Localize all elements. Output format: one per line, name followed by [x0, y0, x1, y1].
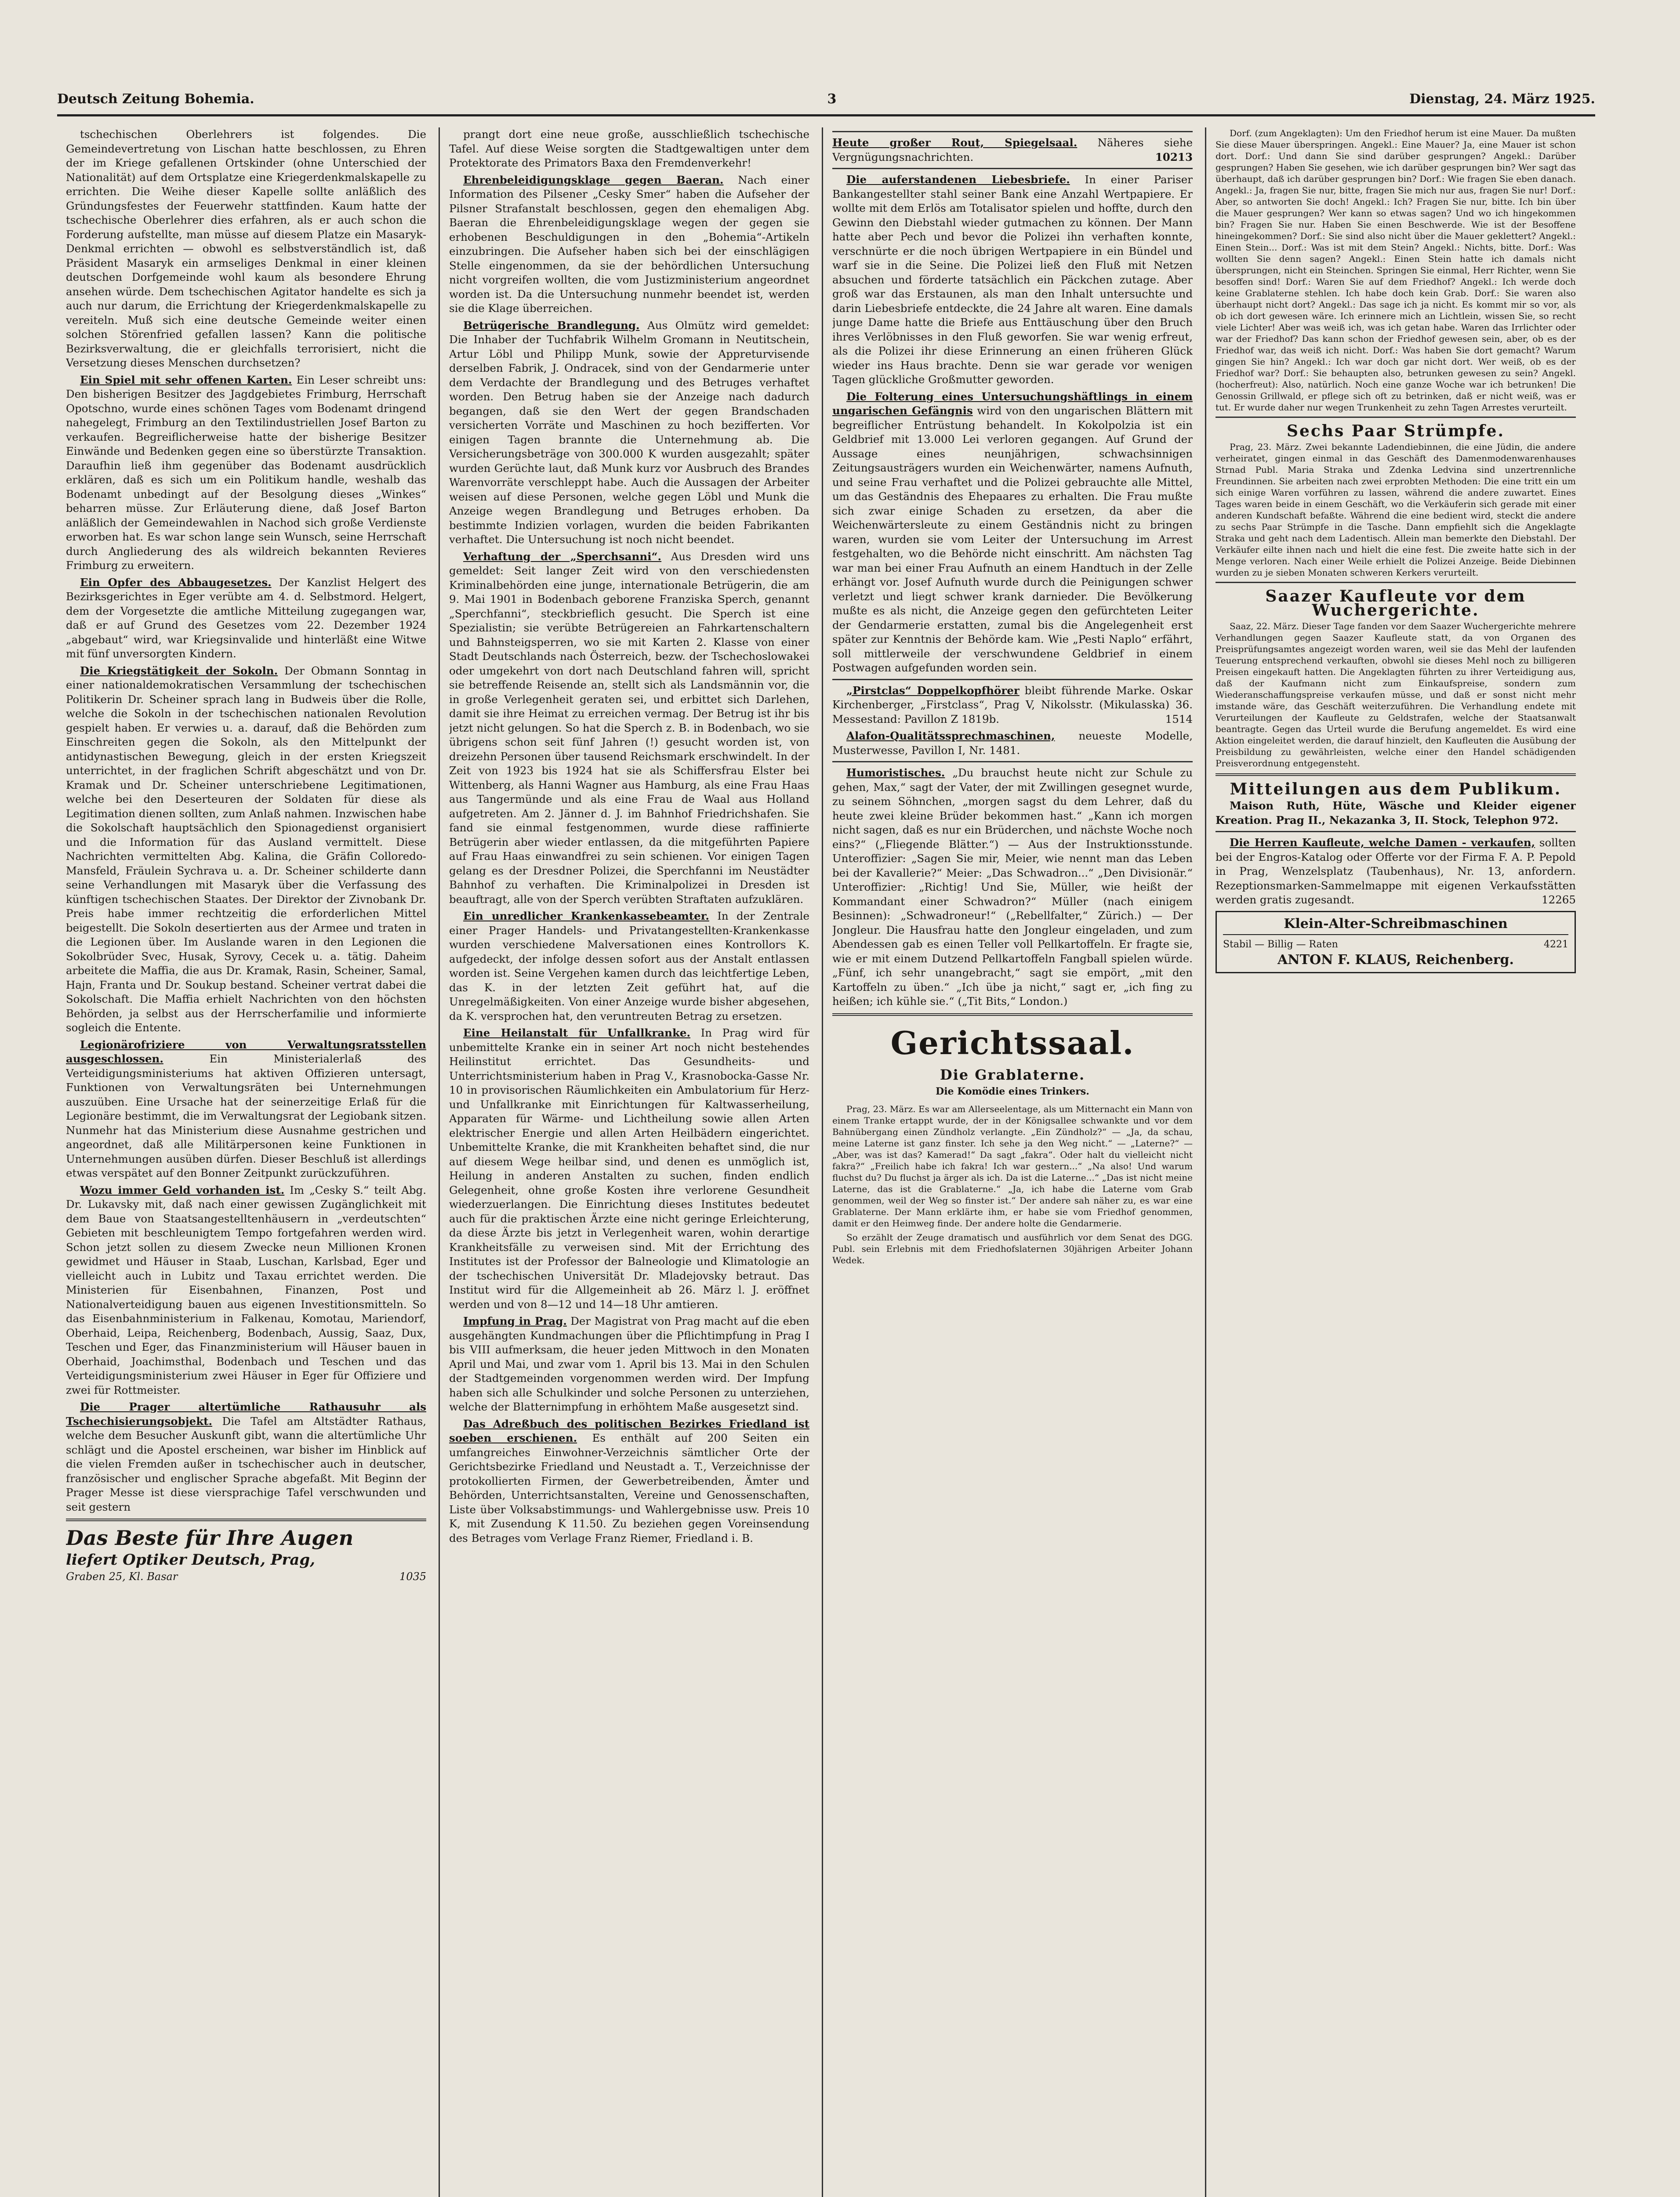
advertisement [832, 684, 1193, 727]
article [66, 1038, 426, 1181]
divider [1216, 417, 1576, 418]
section-heading: Mitteilungen aus dem Publikum. [1230, 779, 1562, 798]
article-title: Die Prager altertümliche Rathausuhr als Tschechisierungsobjekt. [66, 1400, 426, 1428]
ad-address: Graben 25, Kl. Basar [66, 1570, 178, 1583]
article-text: So erzählt der Zeuge dramatisch und ausführlich vor dem Senat des DGG. Publ. sein Erlebnis mit dem Friedhofslaternen 30jährigen Arbeiter Johann Wedek. [832, 1232, 1193, 1265]
article-text: „Du brauchst heute nicht zur Schule zu gehen, Max,“ sagt der Vater, der mit Zwillingen gesegnet wurde, zu seinem Söhnchen, „morgen sagst du dem Lehrer, daß du heute zwei kleine Brüder bekommen hast.“ „Kann ich morgen nicht sagen, daß es nur ein Brüderchen, und nächste Woche noch eins?“ („Fliegende Blätter.“) — Aus der Instruktionsstunde. Unteroffizier: „Sagen Sie mir, Meier, wie nennt man das Leben bei der Kavallerie?“ Meier: „Das Schwadron...“ „Den Divisionär.“ Unteroffizier: „Richtig! Und Sie, Müller, wie heißt der Kommandant einer Schwadron?“ Müller (nach einigem Besinnen): „Schwadroneur!“ („Rebellfalter,“ Zürich.) — Der Jongleur. Die Hausfrau hatte den Jongleur eingeladen, und zum Abendessen gab es einen Teller voll Pellkartoffeln. Er fragte sie, wie er mit einem Dutzend Pellkartoffeln Fangball spielen würde. „Fünf, ich sehr unangebracht,“ sagt sie empört, „mit den Kartoffeln zu üben.“ „Ich übe ja nicht,“ sagt er, „ich fing zu heißen; ich kühle sie.“ („Tit Bits,“ London.) [832, 766, 1193, 1008]
divider [832, 761, 1193, 762]
article-text: Der Magistrat von Prag macht auf die eben ausgehängten Kundmachungen über die Pflichtimpfung in Prag I bis VIII aufmerksam, die heuer jeden Mittwoch in den Monaten April und Mai, und zwar vom 1. April bis 13. Mai in den Schulen der Stadtgemeinden vorgenommen werden wird. Der Impfung haben sich alle Schulkinder und solche Personen zu unterziehen, welche der Blatternimpfung in erhöhtem Maße ausgesetzt sind. [449, 1315, 809, 1413]
notice-title: Die Herren Kaufleute, welche Damen - verkaufen, [1230, 836, 1535, 849]
article-text: Prag, 23. März. Zwei bekannte Ladendiebinnen, die eine Jüdin, die andere verheiratet, gingen einmal in das Geschäft des Damenmodenwarenhauses Strnad Publ. Maria Straka und Zdenka Ledvina sind unzertrennliche Freundinnen. Sie arbeiten nach zwei erprobten Methoden: Die eine tritt ein um sich einige Waren vorführen zu lassen, während die andere zuwartet. Eines Tages waren beide in einem Geschäft, wo die Verkäuferin sich gerade mit einer anderen Kundschaft befaßte. Während die eine bedient wird, steckt die andere zu sechs Paar Strümpfe in die Tasche. Dann empfiehlt sich die Angeklagte Straka und geht nach dem Ladentisch. Allein man bemerkte den Diebstahl. Der Verkäufer eilte ihnen nach und hielt die eine fest. Die zweite hatte sich in der Menge verloren. Nach einer Weile erhielt die Polizei Anzeige. Beide Diebinnen wurden zu je sieben Monaten schweren Kerkers verurteilt. [1216, 441, 1576, 578]
article [66, 576, 426, 661]
article [449, 1417, 809, 1546]
divider [832, 168, 1193, 169]
article-title: Humoristisches. [846, 766, 945, 779]
section-heading: Gerichtssaal. [890, 1024, 1135, 1062]
column-2 [449, 127, 809, 2197]
ad-text: neueste Modelle, Musterwesse, Pavillon I, Nr. 1481. [832, 729, 1193, 757]
article-subheading: Die Komödie eines Trinkers. [936, 1086, 1089, 1097]
article-text: Nach einer Information des Pilsener „Cesky Smer“ haben die Aufseher der Pilsner Strafanstalt beschlossen, gegen den ehemaligen Abg. Baeran die Ehrenbeleidigungsklage wegen der gegen sie erhobenen Beschuldigungen in den „Bohemia“-Artikeln einzubringen. Die Aufseher haben sich bei der einschlägigen Stelle eingenommen, da sie der behördlichen Untersuchung nicht vorgreifen wollten, die vom Justizministerium angeordnet worden ist. Da die Untersuchung nunmehr beendet ist, werden sie die Klage überreichen. [449, 173, 809, 315]
page-number: 3 [827, 91, 837, 107]
column-rule [439, 127, 440, 2197]
article [449, 909, 809, 1023]
article-title: Ein Spiel mit sehr offenen Karten. [80, 373, 292, 386]
article [449, 1026, 809, 1312]
ad-text: bleibt führende Marke. Oskar Kirchenberger, „Firstclass“, Prag V, Nikolsstr. (Mikulasska) 36. Messestand: Pavillon Z 1819b. [832, 684, 1193, 725]
article-title: Verhaftung der „Sperchsanni“. [463, 550, 662, 563]
masthead-title: Deutsch Zeitung Bohemia. [57, 91, 254, 107]
divider [832, 1013, 1193, 1016]
article-title: Betrügerische Brandlegung. [463, 319, 640, 332]
ad-line: liefert Optiker Deutsch, Prag, [66, 1551, 316, 1569]
article-title: Die auferstandenen Liebesbriefe. [846, 173, 1070, 186]
column-3 [832, 127, 1193, 2197]
ad-line: Stabil — Billig — Raten [1223, 939, 1338, 950]
article-text: In der Zentrale einer Prager Handels- und Privatangestellten-Krankenkasse wurden verschiedene Malversationen eines Kontrollors K. aufgedeckt, der infolge dessen sofort aus der Anstalt entlassen worden ist. Seine Vergehen kamen durch das leichtfertige Leben, das K. in der letzten Zeit geführt hat, auf die Unregelmäßigkeiten. Von einer Anzeige wurde bisher abgesehen, da K. versprochen hat, den veruntreuten Betrag zu ersetzen. [449, 910, 809, 1022]
article-text: wird von den ungarischen Blättern mit begreiflicher Entrüstung behandelt. In Kokolpolzia ist ein Geldbrief mit 13.000 Lei verloren gegangen. Auf Grund der Aussage eines neunjährigen, schwachsinnigen Zeitungsausträgers wurden ein Weichenwärter, namens Aufnuth, und seine Frau verhaftet und die Polizei gebrauchte alle Mittel, um das Geständnis des Ehepaares zu erhalten. Die Frau mußte sich zwar einige Schaden zu ersetzen, da aber die Weichenwärtersleute zu einem Geständnis nicht zu bringen waren, wurden sie vom Leiter der Untersuchung im Arrest festgehalten, wo die Behörde nicht einschritt. Am nächsten Tag war man bei einer Frau Aufnuth an einem Handtuch in der Zelle erhängt vor. Josef Aufnuth wurde durch die Peinigungen schwer verletzt und liegt schwer krank darnieder. Die Bevölkerung mußte es als nicht, die Anzeige gegen den gefürchteten Leiter der Gendarmerie erstatten, zumal bis die Angelegenheit erst später zur Kenntnis der Behörde kam. Wie „Pesti Naplo“ erfährt, soll mittlerweile der verschwundene Geldbrief in einem Postwagen aufgefunden worden sein. [832, 404, 1193, 674]
masthead-date: Dienstag, 24. März 1925. [1409, 91, 1595, 107]
column-4 [1216, 127, 1576, 2197]
newspaper-page [57, 83, 1595, 2197]
article-title: Die Folterung eines Untersuchungshäftlings in einem ungarischen Gefängnis [832, 390, 1193, 417]
article-title: Die Kriegstätigkeit der Sokoln. [80, 664, 278, 677]
article-text: In einer Pariser Bankangestellter stahl seiner Bank eine Anzahl Wertpapiere. Er wollte mit dem Erlös am Totalisator spielen und hoffte, durch den Gewinn den Diebstahl wieder gutmachen zu können. Der Mann hatte aber Pech und bevor die Polizei ihn verhaften konnte, verschnürte er die noch übrigen Wertpapiere in ein Bündel und warf sie in die Seine. Die Polizei ließ den Fluß mit Netzen absuchen und förderte tatsächlich ein Päckchen zutage. Aber groß war das Erstaunen, als man den Inhalt untersuchte und darin Liebesbriefe entdeckte, die 24 Jahre alt waren. Eine damals junge Dame hatte die Briefe aus Enttäuschung über den Bruch ihres Verlöbnisses in den Fluß geworfen. Sie war wenig erfreut, als die Polizei ihr diese Erinnerung an einen früheren Glück wieder ins Haus brachte. Denn sie war gerade vor wenigen Tagen glückliche Großmutter geworden. [832, 173, 1193, 386]
article [66, 373, 426, 573]
article [832, 390, 1193, 675]
divider [1216, 773, 1576, 776]
article-text: Der Obmann Sonntag in einer nationaldemokratischen Versammlung der tschechischen Politikerin Dr. Scheiner sprach lang in Budweis über die Rolle, welche die Sokoln in der tschechischen nationalen Revolution gespielt haben. Er verwies u. a. darauf, daß die Behörden zum Einschreiten gegen die Sokoln, als den Mittelpunkt der antidynastischen Bewegung, gleich in der ersten Kriegszeit unterrichtet, in der fraglichen Schrift abgeschätzt und von Dr. Kramak und Dr. Scheiner unterschriebene Legitimationen, welche bei den Deserteuren der Soldaten für diese als Legitimation dienen sollten, zum Anlaß nahmen. Inzwischen habe die Sokolschaft hauptsächlich den Spionagedienst organisiert und die Information für das Ausland vermittelt. Diese Nachrichten vermittelten Abg. Kalina, die Gräfin Colloredo-Mansfeld, Fräulein Sychrava u. a. Dr. Scheiner schilderte dann seine Verhandlungen mit Masaryk über die Verfassung des künftigen tschechischen Staates. Der Direktor der Zivnobank Dr. Preis habe immer rechtzeitig die erforderlichen Mittel beigestellt. Die Sokoln desertierten aus der Armee und traten in die Legionen über. Im Auslande waren in den Legionen die Sokolbrüder Svec, Husak, Syrovy, Cecek u. a. tätig. Daheim arbeitete die Maffia, die aus Dr. Kramak, Rasin, Scheiner, Samal, Hajn, Franta und Dr. Soukup bestand. Scheiner vertrat dabei die Sokolschaft. Die Maffia erhielt Nachrichten von den höchsten Behörden, ja selbst aus der Herrscherfamilie und informierte sogleich die Entente. [66, 664, 426, 1034]
divider [1216, 582, 1576, 583]
notice-code: 12265 [1542, 893, 1576, 906]
article-title: Eine Heilanstalt für Unfallkranke. [463, 1026, 691, 1039]
ad-code: 1514 [1165, 712, 1193, 725]
advertisement-optiker [66, 1526, 426, 1584]
ad-title: Heute großer Rout, Spiegelsaal. [832, 136, 1078, 149]
masthead [57, 83, 1595, 116]
column-1 [66, 127, 426, 2197]
ad-headline: Das Beste für Ihre Augen [66, 1526, 354, 1550]
article-text: Der Kanzlist Helgert des Bezirksgerichtes in Eger verübte am 4. d. Selbstmord. Helgert, dem der Vorgesetzte die amtliche Mitteilung zugegangen war, daß er auf Grund des Gesetzes vom 22. Dezember 1924 „abgebaut“ wird, war Kriegsinvalide und hinterläßt eine Witwe mit fünf unversorgten Kindern. [66, 576, 426, 660]
divider [832, 679, 1193, 680]
column-rule [822, 127, 823, 2197]
article-text: Aus Dresden wird uns gemeldet: Seit langer Zeit wird von den verschiedensten Kriminalbehörden eine junge, internationale Betrügerin, die am 9. Mai 1901 in Bodenbach geborene Franziska Sperch, genannt „Sperchfanni“, steckbrieflich gesucht. Die Sperch ist eine Spezialistin; sie verübte Betrügereien an Fahrkartenschaltern und Bahnsteigsperren, wo sie mit Karten 2. Klasse von einer Stadt Deutschlands nach Österreich, bezw. der Tschechoslowakei oder umgekehrt von dort nach Deutschland fahren will, spricht sie betreffende Reisende an, stellt sich als Landsmännin vor, die in große Verlegenheit geraten sei, und erbittet sich Darlehen, damit sie ihre Heimat zu erreichen vermag. Der Betrug ist ihr bis jetzt nicht gelungen. So hat die Sperch z. B. in Bodenbach, wo sie übrigens schon seit fünf Jahren (!) gesucht worden ist, von dreizehn Personen über tausend Reichsmark erschwindelt. In der Zeit von 1923 bis 1924 hat sie als Schiffersfrau Elster bei Wittenberg, als Hanni Wagner aus Hamburg, als eine Frau Haas aus Tangermünde und als eine Frau de Waal aus Holland aufgetreten. Am 2. Jänner d. J. im Bahnhof Friedrichshafen. Sie fand sie einmal festgenommen, wurde diese raffinierte Betrügerin aber wieder entlassen, da die mitgeführten Papiere auf Frau Haas einwandfrei zu sein schienen. Vor einigen Tagen gelang es der Dresdner Polizei, die Sperchfanni im Neustädter Bahnhof zu verhaften. Die Kriminalpolizei in Dresden ist beauftragt, alle von der Sperch verübten Straftaten aufzuklären. [449, 550, 809, 906]
article [449, 550, 809, 907]
article-heading: Saazer Kaufleute vor dem Wuchergerichte. [1265, 587, 1526, 620]
article-text: Ein Ministerialerlaß des Verteidigungsministeriums hat aktiven Offizieren untersagt, Funktionen von Verwaltungsräten bei Unternehmungen auszuüben. Eine Ursache hat der seinerzeitige Erlaß für die Legionäre bestimmt, die im Verwaltungsrat der Legiobank sitzen. Nunmehr hat das Ministerium diese Ausnahme gestrichen und angeordnet, daß alle Militärpersonen keine Funktionen in Unternehmungen ausüben dürfen. Dieser Beschluß ist allerdings etwas verspätet auf den Bonner Zeitpunkt zurückzuführen. [66, 1052, 426, 1179]
article-text: tschechischen Oberlehrers ist folgendes. Die Gemeindevertretung von Lischan hatte beschlossen, zu Ehren der im Kriege gefallenen Ortskinder (ohne Unterschied der Nationalität) auf dem Ortsplatze eine Kriegerdenkmalskapelle zu errichten. Die Weihe dieser Kapelle sollte anläßlich des Gründungsfestes der Feuerwehr stattfinden. Kaum hatte der tschechische Oberlehrer dies erfahren, als er auch schon die Forderung aufstellte, man müsse auf diesem Platze ein Masaryk-Denkmal errichten — obwohl es selbstverständlich ist, daß Präsident Masaryk ein armseliges Denkmal in einer kleinen deutschen Dorfgemeinde wohl kaum als besondere Ehrung ansehen würde. Dem tschechischen Agitator handelte es sich ja auch nur darum, die Errichtung der Kriegerdenkmalskapelle zu vereiteln. Muß sich eine deutsche Gemeinde weiter einen solchen Störenfried gefallen lassen? Kann die politische Bezirksverwaltung, die er gleichfalls terrorisiert, nicht die Versetzung dieses Menschen durchsetzen? [66, 128, 426, 369]
notice: Maison Ruth, Hüte, Wäsche und Kleider eigener Kreation. Prag II., Nekazanka 3, II. Stock, Telephon 972. [1216, 799, 1576, 827]
article [66, 664, 426, 1035]
article-title: Legionärofriziere von Verwaltungsratsstellen ausgeschlossen. [66, 1038, 426, 1065]
article-title: Wozu immer Geld vorhanden ist. [80, 1183, 285, 1196]
article-heading: Sechs Paar Strümpfe. [1286, 422, 1505, 440]
advertisement-schreibmaschinen [1216, 911, 1576, 974]
article-text: Aus Olmütz wird gemeldet: Die Inhaber der Tuchfabrik Wilhelm Gromann in Neutitschein, Artur Löbl und Philipp Munk, sowie der Appreturvisende derselben Fabrik, J. Ondracek, sind von der Gendarmerie unter dem Verdachte der Brandlegung und des Betruges verhaftet worden. Den Betrug haben sie der Anzeige nach dadurch begangen, daß sie den Wert der gegen Brandschaden versicherten Vorräte und Maschinen zu hoch bezifferten. Vor einigen Tagen brannte die Unternehmung ab. Die Versicherungsbeträge von 300.000 K wurden ausgezahlt; später wurden Gerüchte laut, daß Munk kurz vor Ausbruch des Brandes Warenvorräte verschleppt habe. Auch die Aussagen der Arbeiter weisen auf diese Personen, welche gegen Löbl und Munk die Anzeige wegen Brandlegung und Betruges erhoben. Da bestimmte Indizien vorlagen, wurden die beiden Fabrikanten verhaftet. Die Untersuchung ist noch nicht beendet. [449, 319, 809, 546]
ad-title: Alafon-Qualitätssprechmaschinen, [846, 729, 1055, 742]
article-text: In Prag wird für unbemittelte Kranke ein in seiner Art noch nicht bestehendes Heilinstitut errichtet. Das Gesundheits- und Unterrichtsministerium haben in Prag V., Krasnobocka-Gasse Nr. 10 in provisorischen Räumlichkeiten ein Ambulatorium für Herz- und Unfallkranke mit Einrichtungen für Kaltwasserheilung, Apparaten für Wärme- und Lichtheilung sowie allen Arten elektrischer Energie und allen Arten Heilbädern eingerichtet. Unbemittelte Kranke, die mit Krankheiten behaftet sind, die nur auf diesem Wege heilbar sind, und denen es unmöglich ist, Heilung in anderen Anstalten zu suchen, finden endlich Gelegenheit, ohne große Kosten ihre verlorene Gesundheit wiederzuerlangen. Die Einrichtung dieses Institutes bedeutet auch für die praktischen Ärzte eine nicht geringe Erleichterung, da diese Ärzte bis jetzt in Verlegenheit waren, wohin derartige Krankheitsfälle zu verweisen sind. Mit der Errichtung des Institutes ist der Professor der Balneologie und Klimatologie an der tschechischen Universität Dr. Mladejovsky betraut. Das Institut wird für die Allgemeinheit ab 26. März l. J. eröffnet werden und von 8—12 und 14—18 Uhr amtieren. [449, 1026, 809, 1311]
article [66, 1183, 426, 1398]
notice [1216, 836, 1576, 907]
ad-code: 10213 [1155, 150, 1193, 163]
article-text: prangt dort eine neue große, ausschließlich tschechische Tafel. Auf diese Weise sorgten die Stadtgewaltigen unter dem Protektorate des Primators Baxa den Fremdenverkehr! [449, 128, 809, 169]
divider [66, 1519, 426, 1521]
article [449, 1314, 809, 1414]
article-text: Dorf. (zum Angeklagten): Um den Friedhof herum ist eine Mauer. Da mußten Sie diese Mauer überspringen. Angekl.: Eine Mauer? Ja, eine Mauer ist schon dort. Dorf.: Und dann Sie sind darüber gesprungen? Angekl.: Darüber gesprungen? Haben Sie gesehen, wie ich darüber gesprungen bin? Wer sagt das überhaupt, daß ich darüber gesprungen bin? Dorf.: Wie fragen Sie eben danach. Angekl.: Ja, fragen Sie nur, bitte, fragen Sie mich nur aus, fragen Sie nur! Dorf.: Aber, so antworten Sie doch! Angekl.: Ich? Fragen Sie nur, bitte. Ich bin über die Mauer gesprungen? Wer kann so etwas sagen? Und wo ich hingekommen bin? Fragen Sie nur. Haben Sie einen Beschwerde. Wie ist der Besoffene hineingekommen? Dorf.: Sie sind also nicht über die Mauer geklettert? Angekl.: Einen Stein... Dorf.: Was ist mit dem Stein? Angekl.: Nichts, bitte. Dorf.: Was wollten Sie denn sagen? Angekl.: Einen Stein hatte ich damals nicht übersprungen, nicht ein Steinchen. Springen Sie einmal, Herr Richter, wenn Sie besoffen sind! Dorf.: Waren Sie auf dem Friedhof? Angekl.: Ich werde doch keine Grablaterne stehlen. Ich habe doch kein Grab. Dorf.: Sie waren also überhaupt nicht dort? Angekl.: Das sage ich ja nicht. Es kommt mir so vor, als ob ich dort gewesen wäre. Ich erinnere mich an Lichtlein, wissen Sie, so recht viele Lichter! Aber was weiß ich, was ich getan habe. Waren das Irrlichter oder war der Friedhof? Das kann schon der Friedhof gewesen sein, aber, ob es der Friedhof war, das weiß ich nicht. Dorf.: Was haben Sie dort gemacht? Warum gingen Sie hin? Angekl.: Ich war doch gar nicht dort. Wer weiß, ob es der Friedhof war? Dorf.: Sie behaupten also, betrunken gewesen zu sein? Angekl. (hocherfreut): Also, natürlich. Noch eine ganze Woche war ich betrunken! Die Genossin Grillwald, er pflege sich oft zu betrinken, daß er nicht weiß, was er tut. Er wurde daher nur wegen Trunkenheit zu zehn Tagen Arrestes verurteilt. [1216, 128, 1576, 413]
ad-code: 1035 [399, 1570, 426, 1583]
ad-text: Näheres siehe Vergnügungsnachrichten. [832, 136, 1193, 163]
article [449, 173, 809, 316]
divider [832, 131, 1193, 132]
article-text: Im „Cesky S.“ teilt Abg. Dr. Lukavsky mit, daß nach einer gewissen Zugänglichkeit mit dem Baue von Staatsangestelltenhäusern in „verdeutschten“ Gebieten mit beschleunigtem Tempo fortgefahren werden wird. Schon jetzt sollen zu diesem Zwecke neun Millionen Kronen gewidmet und Häuser in Staab, Luschan, Karlsbad, Eger und vielleicht auch in Lubitz und Taxau errichtet werden. Die Ministerien für Eisenbahnen, Finanzen, Post und Nationalverteidigung bauen aus eigenen Investitionsmitteln. So das Eisenbahnministerium in Falkenau, Komotau, Mariendorf, Oberhaid, Leipa, Reichenberg, Bodenbach, Aussig, Saaz, Dux, Teschen und Eger, das Finanzministerium will Häuser bauen in Oberhaid, Joachimsthal, Bodenbach und Teschen und das Verteidigungsministerium zwei Häuser in Eger für Offiziere und zwei für Rottmeister. [66, 1183, 426, 1396]
ad-title: „Pirstclas“ Doppelkopfhörer [846, 684, 1020, 697]
advertisement [832, 136, 1193, 164]
article-text: Prag, 23. März. Es war am Allerseelentage, als um Mitternacht ein Mann von einem Tranke ertappt wurde, der in der Königsallee schwankte und vor dem Bahnübergang einen Zündholz verlangte. „Ein Zündholz?“ — „Ja, da schau, meine Laterne ist ganz finster. Ich sehe ja den Weg nicht.“ — „Laterne?“ — „Aber, was ist das? Kamerad!“ Da sagt „fakra“. Oder halt du vielleicht nicht fakra?“ „Freilich habe ich fakra! Ich war gestern...“ „Na also! Und warum fluchst du? Du fluchst ja ärger als ich. Da ist die Laterne...“ „Das ist nicht meine Laterne, das ist die Grablaterne.“ „Ja, ich habe die Laterne vom Grab genommen, weil der Weg so finster ist.“ Der andere sah näher zu, es war eine Grablaterne. Der Mann erklärte ihm, er habe sie vom Friedhof genommen, damit er den Heimweg finde. Der andere holte die Gendarmerie. [832, 1103, 1193, 1229]
notice-text: sollten bei der Engros-Katalog oder Offerte vor der Firma F. A. P. Pepold in Prag, Wenzelsplatz (Taubenhaus), Nr. 13, anfordern. Rezeptionsmarken-Sammelmappe mit eigenen Verkaufsstätten werden gratis zugesandt. [1216, 836, 1576, 906]
ad-headline: Klein-Alter-Schreibmaschinen [1223, 916, 1568, 935]
article [66, 1400, 426, 1514]
article-heading: Die Grablaterne. [940, 1066, 1085, 1083]
ad-code: 4221 [1544, 939, 1568, 950]
article [449, 319, 809, 547]
article-title: Ehrenbeleidigungsklage gegen Baeran. [463, 173, 724, 186]
article-title: Das Adreßbuch des politischen Bezirkes Friedland ist soeben erschienen. [449, 1417, 809, 1444]
article-title: Ein Opfer des Abbaugesetzes. [80, 576, 272, 589]
article-text: Es enthält auf 200 Seiten ein umfangreiches Einwohner-Verzeichnis sämtlicher Orte der Gerichtsbezirke Friedland und Neustadt a. T., Verzeichnisse der protokollierten Firmen, der Gewerbetreibenden, Ämter und Behörden, Unterrichtsanstalten, Vereine und Genossenschaften, Liste über Volksabstimmungs- und Wahlergebnisse usw. Preis 10 K, mit Zusendung K 11.50. Zu beziehen gegen Voreinsendung des Betrages vom Verlage Franz Riemer, Friedland i. B. [449, 1432, 809, 1544]
column-rule [1205, 127, 1206, 2197]
article-title: Ein unredlicher Krankenkassebeamter. [463, 910, 709, 922]
advertisement [832, 729, 1193, 758]
article [832, 766, 1193, 1009]
article-text: Ein Leser schreibt uns: Den bisherigen Besitzer des Jagdgebietes Frimburg, Herrschaft Opotschno, wurde eines schönen Tages vom Bodenamt dringend nahegelegt, Frimburg an den Textilindustriellen Josef Barton zu verkaufen. Begreiflicherweise hatte der bisherige Besitzer Einwände und Bedenken gegen eine so überstürzte Transaktion. Daraufhin ließ ihm gegenüber das Bodenamt ausdrücklich erklären, daß es sich um ein Politikum handle, weshalb das Bodenamt unbedingt auf der Besolgung dieses „Winkes“ beharren müsse. Zur Erläuterung diene, daß Josef Barton anläßlich der Gemeindewahlen in Nachod sich große Verdienste erworben hat. Es war schon lange sein Wunsch, seine Herrschaft durch Angliederung des als wildreich bekannten Revieres Frimburg zu erweitern. [66, 373, 426, 572]
divider [1216, 831, 1576, 832]
article-text: Die Tafel am Altstädter Rathaus, welche dem Besucher Auskunft gibt, wann die altertümliche Uhr schlägt und die Apostel erscheinen, war bisher im Hinblick auf die vielen Fremden außer in tschechischer auch in deutscher, französischer und englischer Sprache abgefaßt. Mit Beginn der Prager Messe ist diese viersprachige Tafel verschwunden und seit gestern [66, 1414, 426, 1513]
article-title: Impfung in Prag. [463, 1315, 567, 1327]
article-text: Saaz, 22. März. Dieser Tage fanden vor dem Saazer Wuchergerichte mehrere Verhandlungen gegen Saazer Kaufleute statt, da von Organen des Preisprüfungsamtes angezeigt worden waren, weil sie das Mehl der laufenden Teuerung entsprechend verkauften, obwohl sie dieses Mehl noch zu billigeren Preisen eingekauft hatten. Die Angeklagten führten zu ihrer Verteidigung aus, daß der Kaufmann nicht zum Einkaufspreise, sondern zum Wiederanschaffungspreise verkaufen müsse, und daß er sonst nicht mehr imstande wäre, das Geschäft weiterzuführen. Die Verhandlung endete mit Verurteilungen der Kaufleute zu Geldstrafen, welche der Staatsanwalt beantragte. Gegen das Urteil wurde die Berufung angemeldet. Es wird eine Aktion eingeleitet werden, die darauf hinzielt, den Kaufleuten die Ausübung der Preisbildung zu gewährleisten, welche einer den Handel schädigenden Preisverordnung entgegensteht. [1216, 620, 1576, 769]
article [832, 173, 1193, 387]
ad-name: ANTON F. KLAUS, Reichenberg. [1277, 952, 1514, 968]
